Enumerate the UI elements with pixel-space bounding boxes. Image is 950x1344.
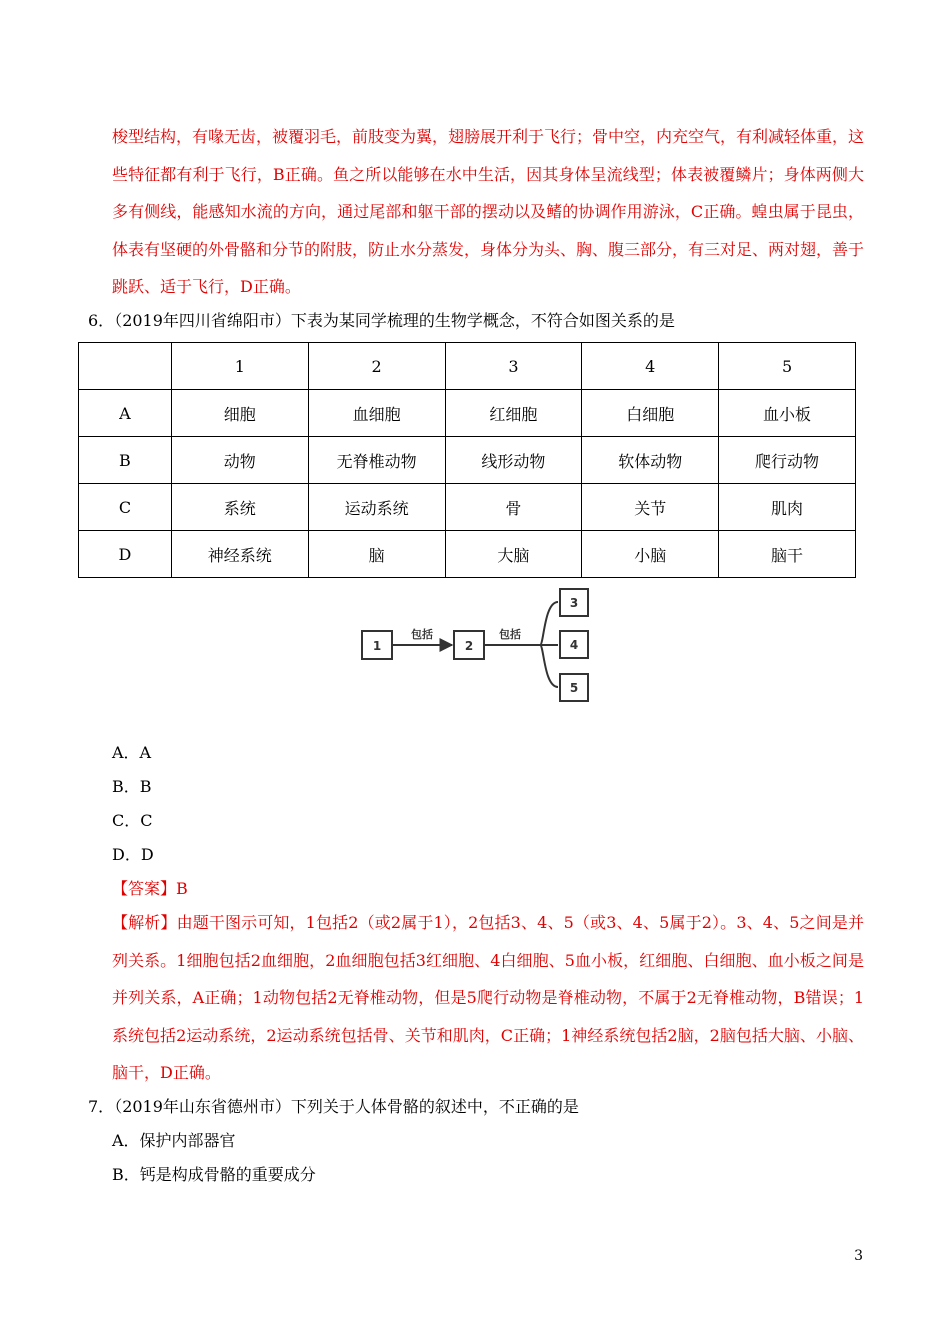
question-source: （2019年山东省德州市） bbox=[114, 1097, 291, 1116]
table-cell: B bbox=[79, 437, 172, 484]
question-number: 6． bbox=[88, 311, 115, 330]
table-cell: 脑干 bbox=[719, 531, 856, 578]
table-row bbox=[79, 531, 856, 578]
node-label-1: 1 bbox=[372, 639, 382, 653]
answer-line bbox=[112, 877, 188, 901]
table-cell: 神经系统 bbox=[171, 531, 308, 578]
analysis bbox=[112, 904, 864, 1092]
node-label-3: 3 bbox=[569, 596, 579, 610]
table-cell: 动物 bbox=[171, 437, 308, 484]
option-a: A．A bbox=[112, 743, 152, 762]
table-cell: 线形动物 bbox=[445, 437, 582, 484]
option-c: C．C bbox=[112, 811, 153, 830]
table-cell: 系统 bbox=[171, 484, 308, 531]
answer-value: B bbox=[176, 879, 188, 898]
node-label-2: 2 bbox=[464, 639, 474, 653]
question-6-stem bbox=[88, 309, 675, 333]
answer-label: 【答案】 bbox=[112, 879, 177, 898]
concept-table bbox=[78, 342, 856, 578]
node-label-4: 4 bbox=[569, 638, 579, 652]
table-cell: 肌肉 bbox=[719, 484, 856, 531]
table-cell: 运动系统 bbox=[308, 484, 445, 531]
table-cell: 大脑 bbox=[445, 531, 582, 578]
table-cell: C bbox=[79, 484, 172, 531]
table-cell: 细胞 bbox=[171, 390, 308, 437]
branch-to-5 bbox=[540, 645, 558, 687]
analysis-text: 由题干图示可知，1包括2（或2属于1），2包括3、4、5（或3、4、5属于2）。3、4、5之间是并列关系。1细胞包括2血细胞，2血细胞包括3红细胞、4白细胞、5血小板，红细胞、白细胞、血小板之间是并列关系，A正确；1动物包括2无脊椎动物，但是5爬行动物是脊椎动物，不属于2无脊椎动物，B错误；1系统包括2运动系统，2运动系统包括骨、关节和肌肉，C正确；1神经系统包括2脑，2脑包括大脑、小脑、脑干，D正确。 bbox=[112, 913, 864, 1082]
table-row bbox=[79, 484, 856, 531]
table-cell bbox=[79, 343, 172, 390]
analysis-label: 【解析】 bbox=[112, 913, 177, 932]
table-cell: 无脊椎动物 bbox=[308, 437, 445, 484]
previous-explanation: 梭型结构，有喙无齿，被覆羽毛，前肢变为翼，翅膀展开利于飞行；骨中空，内充空气，有利减轻体重，这些特征都有利于飞行，B正确。鱼之所以能够在水中生活，因其身体呈流线型；体表被覆鳞片；身体两侧大多有侧线，能感知水流的方向，通过尾部和躯干部的摆动以及鳍的协调作用游泳，C正确。蝗虫属于昆虫，体表有坚硬的外骨骼和分节的附肢，防止水分蒸发，身体分为头、胸、腹三部分，有三对足、两对翅，善于跳跃、适于飞行，D正确。 bbox=[112, 127, 865, 296]
table-cell: 白细胞 bbox=[582, 390, 719, 437]
table-row bbox=[79, 437, 856, 484]
option-b: B．B bbox=[112, 777, 152, 796]
table-header-row bbox=[79, 343, 856, 390]
table-cell: 3 bbox=[445, 343, 582, 390]
question-7-stem bbox=[88, 1095, 579, 1119]
table-row bbox=[79, 390, 856, 437]
table-cell: 4 bbox=[582, 343, 719, 390]
table-cell: 2 bbox=[308, 343, 445, 390]
table-cell: 关节 bbox=[582, 484, 719, 531]
table-cell: 软体动物 bbox=[582, 437, 719, 484]
question-source: （2019年四川省绵阳市） bbox=[114, 311, 291, 330]
question-text: 下表为某同学梳理的生物学概念，不符合如图关系的是 bbox=[290, 311, 675, 330]
page-number: 3 bbox=[854, 1248, 863, 1264]
table-cell: 血细胞 bbox=[308, 390, 445, 437]
table-cell: 小脑 bbox=[582, 531, 719, 578]
table-cell: A bbox=[79, 390, 172, 437]
edge-label-1: 包括 bbox=[411, 628, 433, 641]
question-text: 下列关于人体骨骼的叙述中，不正确的是 bbox=[290, 1097, 579, 1116]
table-cell: 脑 bbox=[308, 531, 445, 578]
table-cell: 骨 bbox=[445, 484, 582, 531]
table-cell: 1 bbox=[171, 343, 308, 390]
branch-to-3 bbox=[540, 602, 558, 645]
table-cell: 5 bbox=[719, 343, 856, 390]
q7-option-a: A．保护内部器官 bbox=[112, 1131, 236, 1150]
question-number: 7． bbox=[88, 1097, 115, 1116]
table-cell: 爬行动物 bbox=[719, 437, 856, 484]
table-cell: 血小板 bbox=[719, 390, 856, 437]
table-cell: 红细胞 bbox=[445, 390, 582, 437]
option-d: D．D bbox=[112, 845, 154, 864]
relationship-diagram bbox=[360, 588, 600, 706]
table-cell: D bbox=[79, 531, 172, 578]
q7-option-b: B．钙是构成骨骼的重要成分 bbox=[112, 1165, 316, 1184]
edge-label-2: 包括 bbox=[499, 628, 521, 641]
node-label-5: 5 bbox=[569, 681, 579, 695]
